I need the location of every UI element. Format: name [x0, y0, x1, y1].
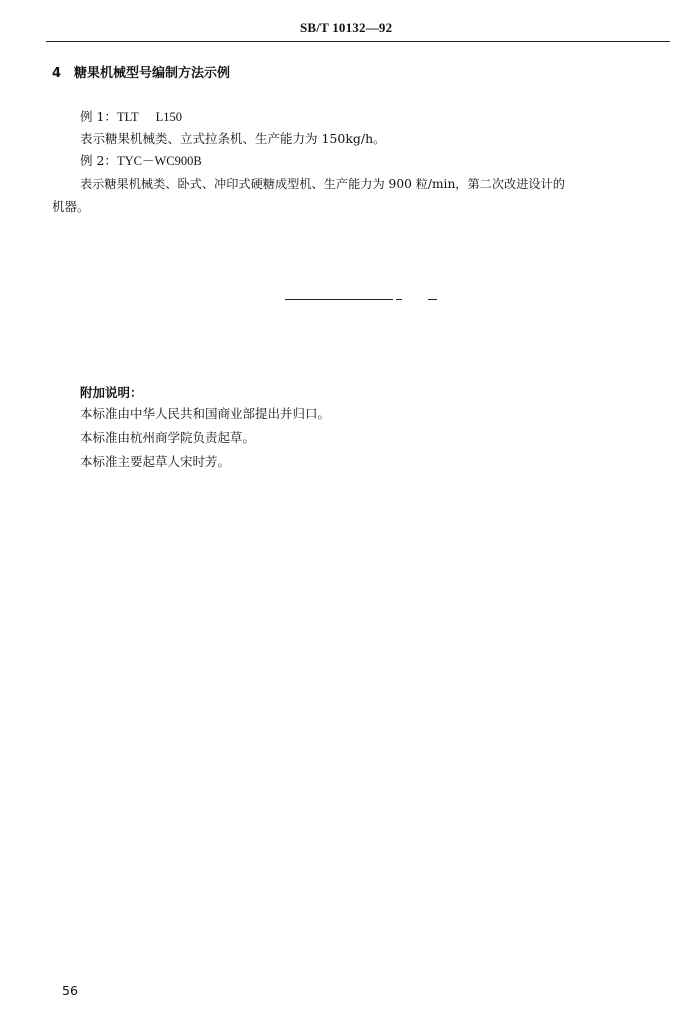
end-rule-tail	[428, 299, 437, 300]
header-rule	[46, 41, 670, 42]
example-1-description: 表示糖果机械类、立式拉条机、生产能力为 150kg/h。	[80, 131, 386, 146]
example-2-label: 例 2：	[80, 153, 117, 168]
standard-code: SB/T 10132—92	[300, 20, 393, 35]
notes-heading: 附加说明：	[80, 385, 143, 400]
example-2-description-line-1: 表示糖果机械类、卧式、冲印式硬糖成型机、生产能力为 900 粒/min，第二次改进设计的	[80, 177, 565, 191]
section-title: 糖果机械型号编制方法示例	[74, 66, 231, 81]
section-number: 4	[52, 66, 62, 81]
end-rule-fragment	[396, 299, 402, 300]
notes-line-2: 本标准由杭州商学院负责起草。	[80, 430, 256, 445]
example-2-line	[80, 153, 202, 169]
notes-line-3: 本标准主要起草人宋时芳。	[80, 454, 231, 469]
notes-line-1: 本标准由中华人民共和国商业部提出并归口。	[80, 406, 331, 421]
example-1-label: 例 1：	[80, 109, 117, 124]
section-heading	[52, 62, 230, 81]
example-2-code: TYC－WC900B	[116, 154, 202, 168]
end-rule-main	[285, 299, 393, 300]
example-1-line	[80, 109, 182, 125]
example-1-code: TLT L150	[116, 110, 182, 124]
example-2-description-line-2: 机器。	[52, 199, 90, 214]
page-number: 56	[62, 983, 78, 998]
